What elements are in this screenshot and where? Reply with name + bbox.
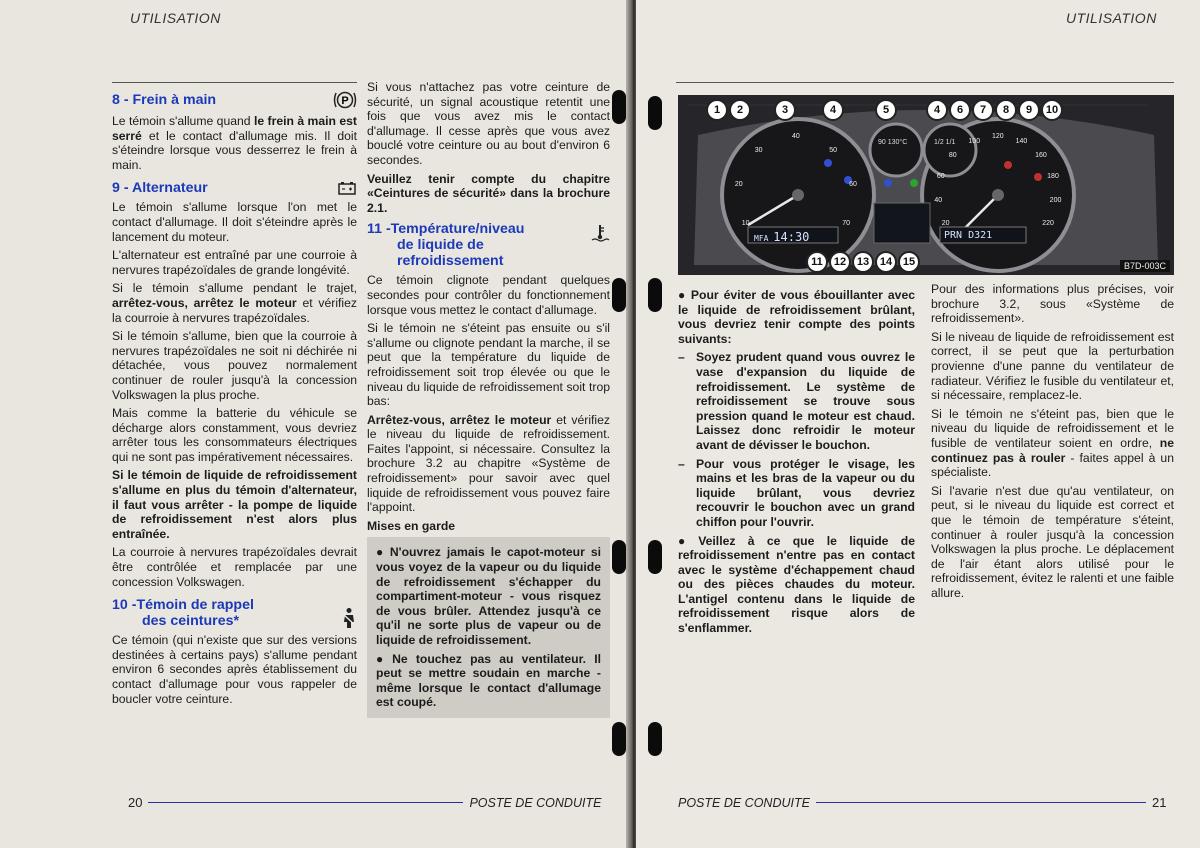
gauge-tick-label: 40 <box>934 197 943 205</box>
battery-icon <box>337 180 357 196</box>
binder-hole <box>648 96 662 130</box>
callout-14: 14 <box>875 251 897 273</box>
gauge-tick-label: 70 <box>842 220 851 227</box>
instrument-cluster-photo <box>678 95 1174 275</box>
callout-10: 10 <box>1041 99 1063 121</box>
temperature-title-text: 11 -Température/niveau de liquide de refroidissement <box>367 221 525 270</box>
binder-hole <box>612 90 626 124</box>
gauge-tick-label: 60 <box>849 180 857 188</box>
gauge-tick-label: 50 <box>829 146 838 154</box>
alternateur-p6: Si le témoin de liquide de refroidissement s'allume en plus du témoin d'alternateur, il faut vous arrêter - la pompe de liquide de refroidissement n'est alors plus entraînée. <box>112 468 357 541</box>
alternateur-p2: L'alternateur est entraîné par une courroie à nervures trapézoïdales de grande longévité. <box>112 248 357 277</box>
alternateur-p7: La courroie à nervures trapézoïdales devrait être contrôlée et remplacée par une concession Volkswagen. <box>112 545 357 589</box>
coolant-intro: ● Pour éviter de vous ébouillanter avec le liquide de refroidissement brûlant, vous devriez tenir compte des points suivants: <box>678 288 916 346</box>
alternateur-p4: Si le témoin s'allume, bien que la courroie à nervures trapézoïdales ne soit ni déchirée ni détachée, vous pouvez normalement continuer de rouler jusqu'à la concession Volkswagen la plus proche. <box>112 329 357 402</box>
alternateur-p3: Si le témoin s'allume pendant le trajet, arrêtez-vous, arrêtez le moteur et vérifiez la courroie à nervures trapézoïdales. <box>112 281 357 325</box>
binder-hole <box>648 540 662 574</box>
coolant-temperature-icon <box>590 223 610 243</box>
bullet-icon: ● <box>376 651 389 666</box>
temperature-p1: Ce témoin clignote pendant quelques secondes pour contrôler du fonctionnement lorsque vous mettez le contact d'allumage. <box>367 273 610 317</box>
ceintures-title-text: 10 -Témoin de rappel des ceintures* <box>112 597 254 630</box>
binder-hole <box>612 278 626 312</box>
instrument-cluster-drawing <box>678 95 1174 275</box>
left-column-2 <box>367 80 610 718</box>
gauge-tick-label: 120 <box>992 133 1004 140</box>
footer-label-left: POSTE DE CONDUITE <box>469 795 602 810</box>
frein-paragraph: Le témoin s'allume quand le frein à main est serré et le contact d'allumage mis. Il doit s'éteindre lorsque vous desserrez le frein à main. <box>112 114 357 172</box>
gauge-tick-label: 40 <box>792 133 800 140</box>
page-number-left: 20 <box>128 795 143 810</box>
callout-9: 9 <box>1018 99 1040 121</box>
section-title-frein <box>112 90 357 110</box>
footer-rule-left <box>148 802 463 803</box>
ceintures-continued: Si vous n'attachez pas votre ceinture de sécurité, un signal acoustique retentit une fois que vous avez mis le contact d'allumage. Il cesse après que vous avez bouclé votre ceinture ou au bout d'environ 6 secondes. <box>367 80 610 167</box>
ceintures-p1: Ce témoin (qui n'existe que sur des versions destinées à certains pays) s'allume pendant environ 6 secondes après établissement du contact d'allumage pour vous rappeler de boucler votre ceinture. <box>112 633 357 706</box>
bullet-icon: ● <box>678 533 695 548</box>
coolant-list-item-1: – Soyez prudent quand vous ouvrez le vase d'expansion du liquide de refroidissement. Le système de refroidissement se trouve sous pression quand le moteur est chaud. Laissez donc refroidir le moteur avant de dévisser le bouchon. <box>678 350 915 452</box>
svg-text:P: P <box>341 95 349 107</box>
gauge-tick-label: 20 <box>941 220 950 227</box>
section-title-alternateur <box>112 180 357 196</box>
mises-en-garde-heading: Mises en garde <box>367 518 456 533</box>
gear-display: PRN D321 <box>944 230 993 241</box>
footer-left <box>128 795 601 810</box>
callout-2: 2 <box>729 99 751 121</box>
gauge-tick-label: 30 <box>754 146 763 154</box>
callout-6: 6 <box>949 99 971 121</box>
gauge-tick-label: 20 <box>734 180 743 188</box>
callout-8: 8 <box>995 99 1017 121</box>
coolant-list-item-2: – Pour vous protéger le visage, les mains et les bras de la vapeur ou du liquide brûlant, vous devriez recouvrir le bouchon avec un grand chiffon pour l'ouvrir. <box>678 456 915 529</box>
right-column-1 <box>678 288 915 640</box>
warning-1: ● N'ouvrez jamais le capot-moteur si vous voyez de la vapeur ou du liquide de refroidissement s'échapper du compartiment-moteur - vous risquez de vous brûler. Attendez jusqu'à ce qu'il ne sorte plus de vapeur ou de liquide de refroidissement. <box>376 545 602 647</box>
gauge-tick-label: 220 <box>1042 220 1054 227</box>
ceintures-chapter-note: Veuillez tenir compte du chapitre «Ceintures de sécurité» dans la brochure 2.1. <box>367 171 610 215</box>
right-p4: Si l'avarie n'est due qu'au ventilateur, on peut, si le niveau du liquide est correct et que le témoin de température s'éteint, continuer à rouler jusqu'à la concession Volkswagen la plus proche. Le déplacement de l'air étant alors utilisé pour le refroidissement, évitez le ralenti et une faible allure. <box>931 483 1174 600</box>
frein-title-text: 8 - Frein à main <box>112 92 217 108</box>
callout-3: 3 <box>774 99 796 121</box>
section-title-ceintures <box>112 597 357 629</box>
binder-hole <box>612 722 626 756</box>
callout-4: 4 <box>822 99 844 121</box>
gauge-tick-label: 80 <box>948 152 957 160</box>
right-p3: Si le témoin ne s'éteint pas, bien que le niveau du liquide de refroidissement et le fusible de ventilateur soient en ordre, ne continuez pas à rouler - faites appel à un spécialiste. <box>931 406 1174 480</box>
top-rule-left <box>112 82 357 83</box>
right-p2: Si le niveau de liquide de refroidissement est correct, il se peut que la perturbation provienne d'une panne du ventilateur de radiateur. Vérifiez le fusible du ventilateur et, si nécessaire, remplacez-le. <box>931 329 1174 403</box>
alternateur-p5: Mais comme la batterie du véhicule se décharge alors constamment, vous devriez arrêter tous les consommateurs électriques qui ne sont pas impérativement nécessaires. <box>112 406 357 464</box>
right-column-2 <box>931 282 1174 604</box>
bullet-icon: ● <box>678 288 687 302</box>
photo-reference-code: B7D-003C <box>1120 260 1170 272</box>
gauge-tick-label: 100 <box>968 138 981 145</box>
parking-brake-icon <box>333 90 357 110</box>
left-column-1 <box>112 88 357 710</box>
temperature-p2: Si le témoin ne s'éteint pas ensuite ou s'il s'allume ou clignote pendant la marche, il se peut que la température du liquide de refroidissement soit trop élevée ou que le niveau du liquide de refroidissement soit trop bas: <box>367 321 610 409</box>
page-number-right: 21 <box>1151 795 1167 810</box>
bullet-icon: ● <box>376 545 386 560</box>
page-header-left: UTILISATION <box>130 10 221 26</box>
coolant-bullet-2: ● Veillez à ce que le liquide de refroidissement n'entre pas en contact avec le système d'échappement chaud ou des pièces chaudes du moteur. L'antigel contenu dans le liquide de refroidissement risque alors de s'enflammer. <box>678 533 915 636</box>
callout-11: 11 <box>806 251 828 273</box>
binder-hole <box>648 278 662 312</box>
footer-rule-right <box>816 802 1146 803</box>
gauge-tick-label: 140 <box>1015 138 1028 145</box>
right-p1: Pour des informations plus précises, voir brochure 3.2, sous «Système de refroidissement». <box>931 282 1174 326</box>
gauge-tick-label: 10 <box>741 220 750 227</box>
callout-1: 1 <box>706 99 728 121</box>
callout-4b: 4 <box>926 99 948 121</box>
callout-7: 7 <box>972 99 994 121</box>
fuel-gauge-label: 1/2 1/1 <box>934 139 956 146</box>
binder-hole <box>612 540 626 574</box>
gauge-tick-label: 200 <box>1049 197 1062 205</box>
temperature-p3: Arrêtez-vous, arrêtez le moteur et vérifiez le niveau du liquide de refroidissement. Faites l'appoint, si nécessaire. Consultez la brochure 3.2 au chapitre «Système de refroidissement» pour savoir avec quel liquide de refroidissement vous pouvez faire l'appoint. <box>367 412 610 515</box>
alternateur-title-text: 9 - Alternateur <box>112 180 208 197</box>
footer-label-right: POSTE DE CONDUITE <box>678 795 810 810</box>
top-rule-right <box>676 82 1174 83</box>
gauge-tick-label: 180 <box>1047 173 1059 181</box>
page-header-right: UTILISATION <box>1066 10 1157 26</box>
warning-2: ● Ne touchez pas au ventilateur. Il peut se mettre soudain en marche - même lorsque le contact d'allumage est coupé. <box>376 651 601 710</box>
section-title-temperature <box>367 221 610 269</box>
seatbelt-icon <box>341 607 357 629</box>
right-page <box>636 0 1200 848</box>
alternateur-p1: Le témoin s'allume lorsque l'on met le contact d'allumage. Il doit s'éteindre après le lancement du moteur. <box>112 200 357 244</box>
temperature-gauge-label: 90 130°C <box>878 139 908 146</box>
footer-right <box>678 795 1166 810</box>
binder-hole <box>648 722 662 756</box>
gauge-tick-label: 160 <box>1035 152 1047 160</box>
callout-15: 15 <box>898 251 920 273</box>
callout-5: 5 <box>875 99 897 121</box>
warning-box-left <box>367 537 610 718</box>
callout-12: 12 <box>829 251 851 273</box>
mfa-display: MFA 14:30 <box>754 230 810 244</box>
callout-13: 13 <box>852 251 874 273</box>
gauge-tick-label: 60 <box>936 173 945 181</box>
